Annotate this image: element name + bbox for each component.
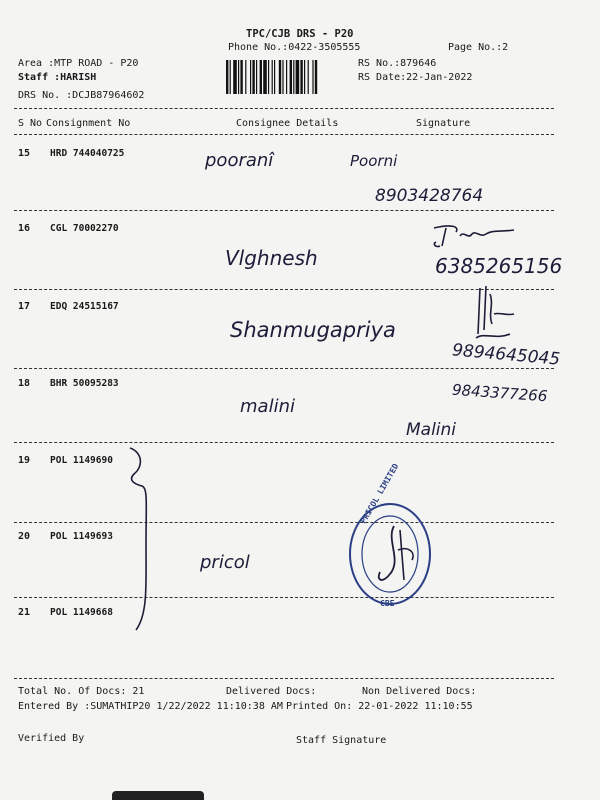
row-consignment: POL 1149690	[50, 455, 113, 466]
handwritten-phone: 9894645045	[451, 340, 561, 370]
barcode-bar	[286, 60, 287, 94]
barcode-bar	[304, 60, 305, 94]
barcode-bar	[279, 60, 281, 94]
barcode-bar	[226, 60, 228, 94]
bracket-mark	[116, 444, 160, 634]
signature-scribble	[470, 284, 518, 344]
barcode-bar	[296, 60, 300, 94]
page-edge-mark	[112, 791, 204, 800]
rs-number: RS No.:879646	[358, 58, 437, 69]
barcode-bar	[230, 60, 231, 94]
delivered-docs: Delivered Docs:	[226, 686, 317, 697]
stamp-subtext: CBE	[380, 599, 395, 608]
phone-number: Phone No.:0422-3505555	[228, 42, 361, 53]
barcode-bar	[240, 60, 242, 94]
row-divider	[14, 597, 554, 598]
row-divider	[14, 210, 554, 211]
entered-by: Entered By :SUMATHIP20 1/22/2022 11:10:38 AM	[18, 701, 283, 712]
barcode-bar	[238, 60, 239, 94]
barcode-bar	[293, 60, 294, 94]
staff: Staff :HARISH	[18, 72, 97, 83]
handwritten-signature: Poorni	[350, 152, 398, 170]
barcode-bar	[300, 60, 302, 94]
col-consignment: Consignment No	[46, 118, 131, 129]
barcode-bar	[290, 60, 292, 94]
barcode-bar	[315, 60, 317, 94]
staff-signature: Staff Signature	[296, 735, 387, 746]
row-consignment: POL 1149693	[50, 531, 113, 542]
row-divider	[14, 442, 554, 443]
row-sno: 18	[18, 378, 31, 389]
area: Area :MTP ROAD - P20	[18, 58, 139, 69]
barcode-bar	[260, 60, 262, 94]
row-sno: 21	[18, 607, 31, 618]
handwritten-name: Vlghnesh	[225, 246, 318, 270]
divider	[14, 108, 554, 109]
barcode	[226, 60, 350, 94]
row-divider	[14, 522, 554, 523]
page-number: Page No.:2	[448, 42, 509, 53]
barcode-bar	[274, 60, 275, 94]
row-sno: 15	[18, 148, 31, 159]
signature-scribble	[430, 222, 520, 250]
non-delivered-docs: Non Delivered Docs:	[362, 686, 477, 697]
drs-number: DRS No. :DCJB87964602	[18, 90, 145, 101]
row-sno: 19	[18, 455, 31, 466]
col-signature: Signature	[416, 118, 471, 129]
row-sno: 20	[18, 531, 31, 542]
row-consignment: BHR 50095283	[50, 378, 119, 389]
handwritten-signature: Malini	[406, 420, 457, 440]
barcode-bar	[256, 60, 257, 94]
barcode-bar	[263, 60, 267, 94]
barcode-bar	[268, 60, 269, 94]
row-consignment: HRD 744040725	[50, 148, 125, 159]
col-consignee: Consignee Details	[236, 118, 339, 129]
divider	[14, 134, 554, 135]
row-consignment: EDQ 24515167	[50, 301, 119, 312]
total-docs: Total No. Of Docs: 21	[18, 686, 145, 697]
handwritten-name: Shanmugapriya	[230, 318, 396, 342]
rs-date: RS Date:22-Jan-2022	[358, 72, 473, 83]
barcode-bar	[272, 60, 273, 94]
handwritten-name: pooranî	[205, 150, 274, 171]
barcode-bar	[252, 60, 254, 94]
barcode-bar	[308, 60, 309, 94]
verified-by: Verified By	[18, 733, 85, 744]
row-consignment: CGL 70002270	[50, 223, 119, 234]
row-sno: 17	[18, 301, 31, 312]
handwritten-phone: 6385265156	[435, 254, 563, 278]
barcode-bar	[233, 60, 237, 94]
handwritten-phone: 8903428764	[375, 186, 484, 206]
col-sno: S No	[18, 118, 43, 129]
printed-on: Printed On: 22-01-2022 11:10:55	[286, 701, 473, 712]
divider	[14, 678, 554, 679]
document-title: TPC/CJB DRS - P20	[246, 28, 354, 40]
handwritten-phone: 9843377266	[451, 380, 548, 406]
barcode-bar	[250, 60, 251, 94]
barcode-bar	[312, 60, 313, 94]
barcode-bar	[245, 60, 246, 94]
barcode-bar	[282, 60, 283, 94]
handwritten-name: malini	[240, 396, 295, 417]
stamp-text: PRICOL LIMITED	[358, 462, 401, 525]
row-consignment: POL 1149668	[50, 607, 113, 618]
row-sno: 16	[18, 223, 31, 234]
handwritten-name: pricol	[200, 552, 250, 573]
row-divider	[14, 368, 554, 369]
